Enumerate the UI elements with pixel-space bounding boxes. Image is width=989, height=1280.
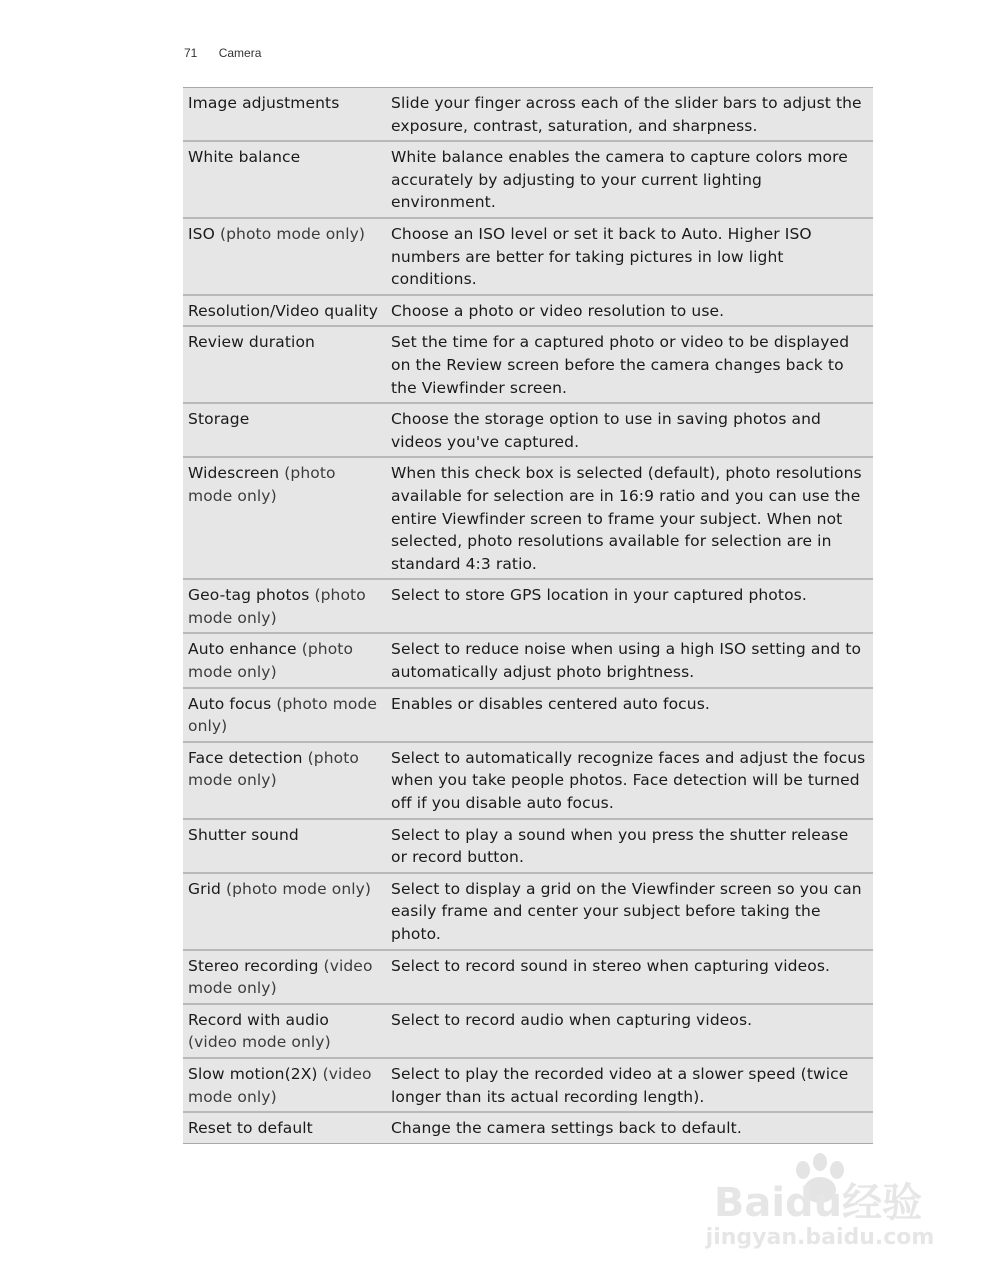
setting-name: Slow motion(2X) (188, 1064, 318, 1083)
setting-qualifier: (video mode only) (188, 1064, 372, 1106)
setting-description: Select to reduce noise when using a high ISO setting and to automatically adjust photo brightness. (382, 633, 873, 687)
setting-name-cell (183, 403, 382, 457)
setting-name-cell (183, 633, 382, 687)
setting-name: White balance (188, 148, 301, 167)
setting-qualifier: (photo mode only) (188, 464, 336, 505)
page-number: 71 (184, 46, 198, 60)
setting-name-cell (183, 688, 382, 742)
setting-qualifier: (photo mode only) (188, 640, 354, 682)
setting-name-cell (183, 819, 382, 873)
page-header (184, 46, 261, 60)
table-row (183, 579, 873, 633)
setting-description: Choose the storage option to use in saving photos and videos you've captured. (382, 403, 873, 457)
setting-name: Record with audio (188, 1010, 329, 1029)
setting-qualifier: (photo mode only) (225, 879, 372, 898)
setting-name: Geo-tag photos (188, 586, 310, 605)
table-row (183, 295, 873, 327)
table-row (183, 688, 873, 742)
table-row (183, 326, 873, 403)
setting-description: Select to play the recorded video at a slower speed (twice longer than its actual recording length). (382, 1058, 873, 1112)
setting-name: Auto enhance (188, 640, 297, 659)
setting-description: Enables or disables centered auto focus. (382, 688, 873, 742)
table-row (183, 218, 873, 295)
section-title: Camera (218, 46, 262, 60)
setting-description: Select to display a grid on the Viewfinder screen so you can easily frame and center your subject before taking the photo. (382, 873, 873, 950)
table-row (183, 141, 873, 218)
table-row (183, 88, 873, 142)
setting-qualifier: (photo mode only) (188, 748, 359, 790)
table-row (183, 819, 873, 873)
watermark-logo-text: Baidu经验 (713, 1180, 923, 1226)
setting-qualifier: (video mode only) (188, 956, 373, 998)
setting-description: Slide your finger across each of the slider bars to adjust the exposure, contrast, saturation, and sharpness. (382, 88, 873, 142)
setting-name: Stereo recording (188, 956, 319, 975)
setting-name: Auto focus (188, 694, 272, 713)
setting-name-cell (183, 579, 382, 633)
setting-name-cell (183, 326, 382, 403)
setting-qualifier: (photo mode only) (219, 224, 366, 243)
setting-name: Review duration (188, 333, 315, 352)
setting-description: Select to record audio when capturing videos. (382, 1004, 873, 1058)
setting-description: Choose an ISO level or set it back to Auto. Higher ISO numbers are better for taking pictures in low light conditions. (382, 218, 873, 295)
setting-description: Set the time for a captured photo or video to be displayed on the Review screen before the camera changes back to the Viewfinder screen. (382, 326, 873, 403)
setting-name-cell (183, 218, 382, 295)
setting-description: Select to store GPS location in your captured photos. (382, 579, 873, 633)
table-row (183, 873, 873, 950)
setting-name-cell (183, 295, 382, 327)
setting-description: Select to record sound in stereo when capturing videos. (382, 950, 873, 1004)
table-row (183, 403, 873, 457)
table-row (183, 1004, 873, 1058)
setting-name-cell (183, 742, 382, 819)
setting-name-cell (183, 457, 382, 579)
baidu-watermark (700, 1140, 940, 1250)
setting-name: Reset to default (188, 1119, 313, 1138)
camera-settings-table (183, 87, 873, 1144)
setting-qualifier: (video mode only) (188, 1033, 331, 1052)
setting-qualifier: (photo mode only) (188, 586, 366, 627)
setting-description: Choose a photo or video resolution to use. (382, 295, 873, 327)
setting-name-cell (183, 1112, 382, 1143)
table-row (183, 457, 873, 579)
setting-qualifier: (photo mode only) (188, 694, 378, 736)
table-row (183, 633, 873, 687)
setting-name: Grid (188, 879, 221, 898)
setting-description: Select to play a sound when you press the shutter release or record button. (382, 819, 873, 873)
setting-name: Image adjustments (188, 94, 340, 112)
setting-name: Face detection (188, 748, 303, 767)
setting-name-cell (183, 141, 382, 218)
setting-description: Select to automatically recognize faces and adjust the focus when you take people photos. Face detection will be turned off if you disable auto focus. (382, 742, 873, 819)
watermark-url: jingyan.baidu.com (705, 1225, 935, 1250)
table-row (183, 1058, 873, 1112)
setting-name: Shutter sound (188, 825, 299, 844)
setting-name-cell (183, 1058, 382, 1112)
setting-name-cell (183, 873, 382, 950)
table-row (183, 1112, 873, 1143)
setting-name-cell (183, 1004, 382, 1058)
setting-description: Change the camera settings back to default. (382, 1112, 873, 1143)
table-row (183, 742, 873, 819)
setting-name-cell (183, 950, 382, 1004)
setting-description: White balance enables the camera to capture colors more accurately by adjusting to your current lighting environment. (382, 141, 873, 218)
setting-name: Widescreen (188, 464, 280, 483)
table-row (183, 950, 873, 1004)
setting-name: ISO (188, 224, 215, 243)
setting-description: When this check box is selected (default), photo resolutions available for selection are in 16:9 ratio and you can use the entire Viewfinder screen to frame your subject. When not selected, photo resolutions available for selection are in standard 4:3 ratio. (382, 457, 873, 579)
setting-name: Storage (188, 410, 250, 429)
setting-name: Resolution/Video quality (188, 301, 378, 320)
setting-name-cell (183, 88, 382, 142)
